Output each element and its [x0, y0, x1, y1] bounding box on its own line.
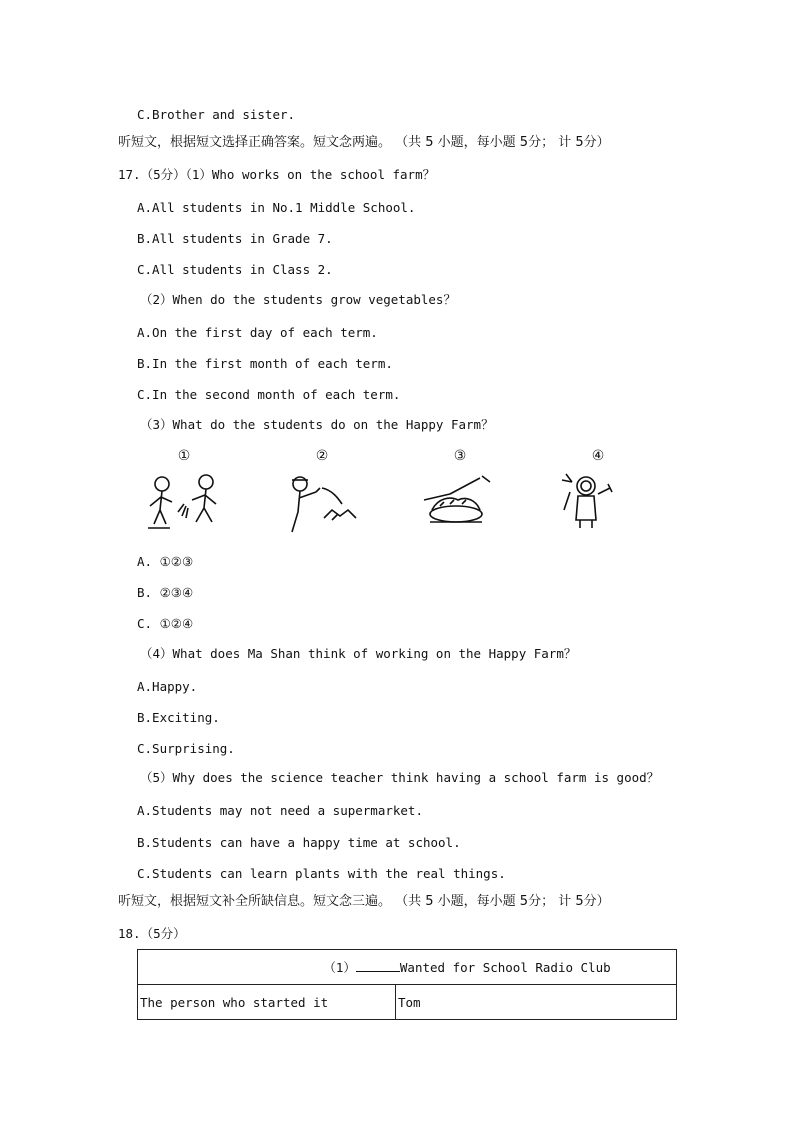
harvesting-illustration-icon — [548, 470, 648, 536]
picture-1 — [134, 448, 234, 540]
cooking-illustration-icon — [410, 470, 510, 536]
table-title-prefix: （1） — [323, 960, 356, 975]
q17-4-option-a: A.Happy. — [137, 679, 198, 694]
row1-label: The person who started it — [138, 985, 396, 1020]
planting-illustration-icon — [134, 470, 234, 536]
picture-3 — [410, 448, 510, 540]
q17-2-option-b: B.In the first month of each term. — [137, 356, 393, 371]
q17-2-question: （2）When do the students grow vegetables？ — [140, 292, 456, 307]
q18-header: 18.（5分） — [118, 926, 186, 941]
watering-illustration-icon — [272, 470, 372, 536]
prev-option-c: C.Brother and sister. — [137, 107, 296, 122]
table-title-cell — [138, 950, 677, 985]
q17-4-option-b: B.Exciting. — [137, 710, 220, 725]
q17-1-option-b: B.All students in Grade 7. — [137, 231, 333, 246]
q17-5-option-c: C.Students can learn plants with the real things. — [137, 866, 506, 881]
picture-1-label: ① — [177, 448, 191, 464]
picture-2 — [272, 448, 372, 540]
q17-2-option-a: A.On the first day of each term. — [137, 325, 378, 340]
section1-instruction: 听短文，根据短文选择正确答案。短文念两遍。 （共 5 小题，每小题 5分； 计 5分） — [118, 135, 610, 150]
picture-4-label: ④ — [591, 448, 605, 464]
q17-5-option-b: B.Students can have a happy time at school. — [137, 835, 461, 850]
q17-3-question: （3）What do the students do on the Happy Farm？ — [140, 417, 494, 432]
section2-instruction: 听短文，根据短文补全所缺信息。短文念三遍。 （共 5 小题，每小题 5分； 计 5分） — [118, 894, 610, 909]
table-title-row — [138, 950, 677, 985]
row1-value: Tom — [396, 985, 677, 1020]
blank-1[interactable] — [356, 959, 400, 972]
table-row — [138, 985, 677, 1020]
info-table — [137, 949, 677, 1020]
q17-4-option-c: C.Surprising. — [137, 741, 235, 756]
q17-5-option-a: A.Students may not need a supermarket. — [137, 803, 423, 818]
table-title-suffix: Wanted for School Radio Club — [399, 960, 611, 975]
activity-pictures — [130, 448, 630, 540]
q17-3-option-c: C. ①②④ — [137, 616, 194, 631]
q17-header: 17.（5分）（1）Who works on the school farm？ — [118, 167, 436, 182]
q17-5-question: （5）Why does the science teacher think having a school farm is good？ — [140, 770, 660, 785]
picture-4 — [548, 448, 648, 540]
picture-2-label: ② — [315, 448, 329, 464]
q17-3-option-a: A. ①②③ — [137, 554, 194, 569]
q17-1-option-c: C.All students in Class 2. — [137, 262, 333, 277]
q17-3-option-b: B. ②③④ — [137, 585, 194, 600]
q17-4-question: （4）What does Ma Shan think of working on the Happy Farm？ — [140, 646, 577, 661]
q17-2-option-c: C.In the second month of each term. — [137, 387, 401, 402]
picture-3-label: ③ — [453, 448, 467, 464]
q17-1-option-a: A.All students in No.1 Middle School. — [137, 200, 416, 215]
